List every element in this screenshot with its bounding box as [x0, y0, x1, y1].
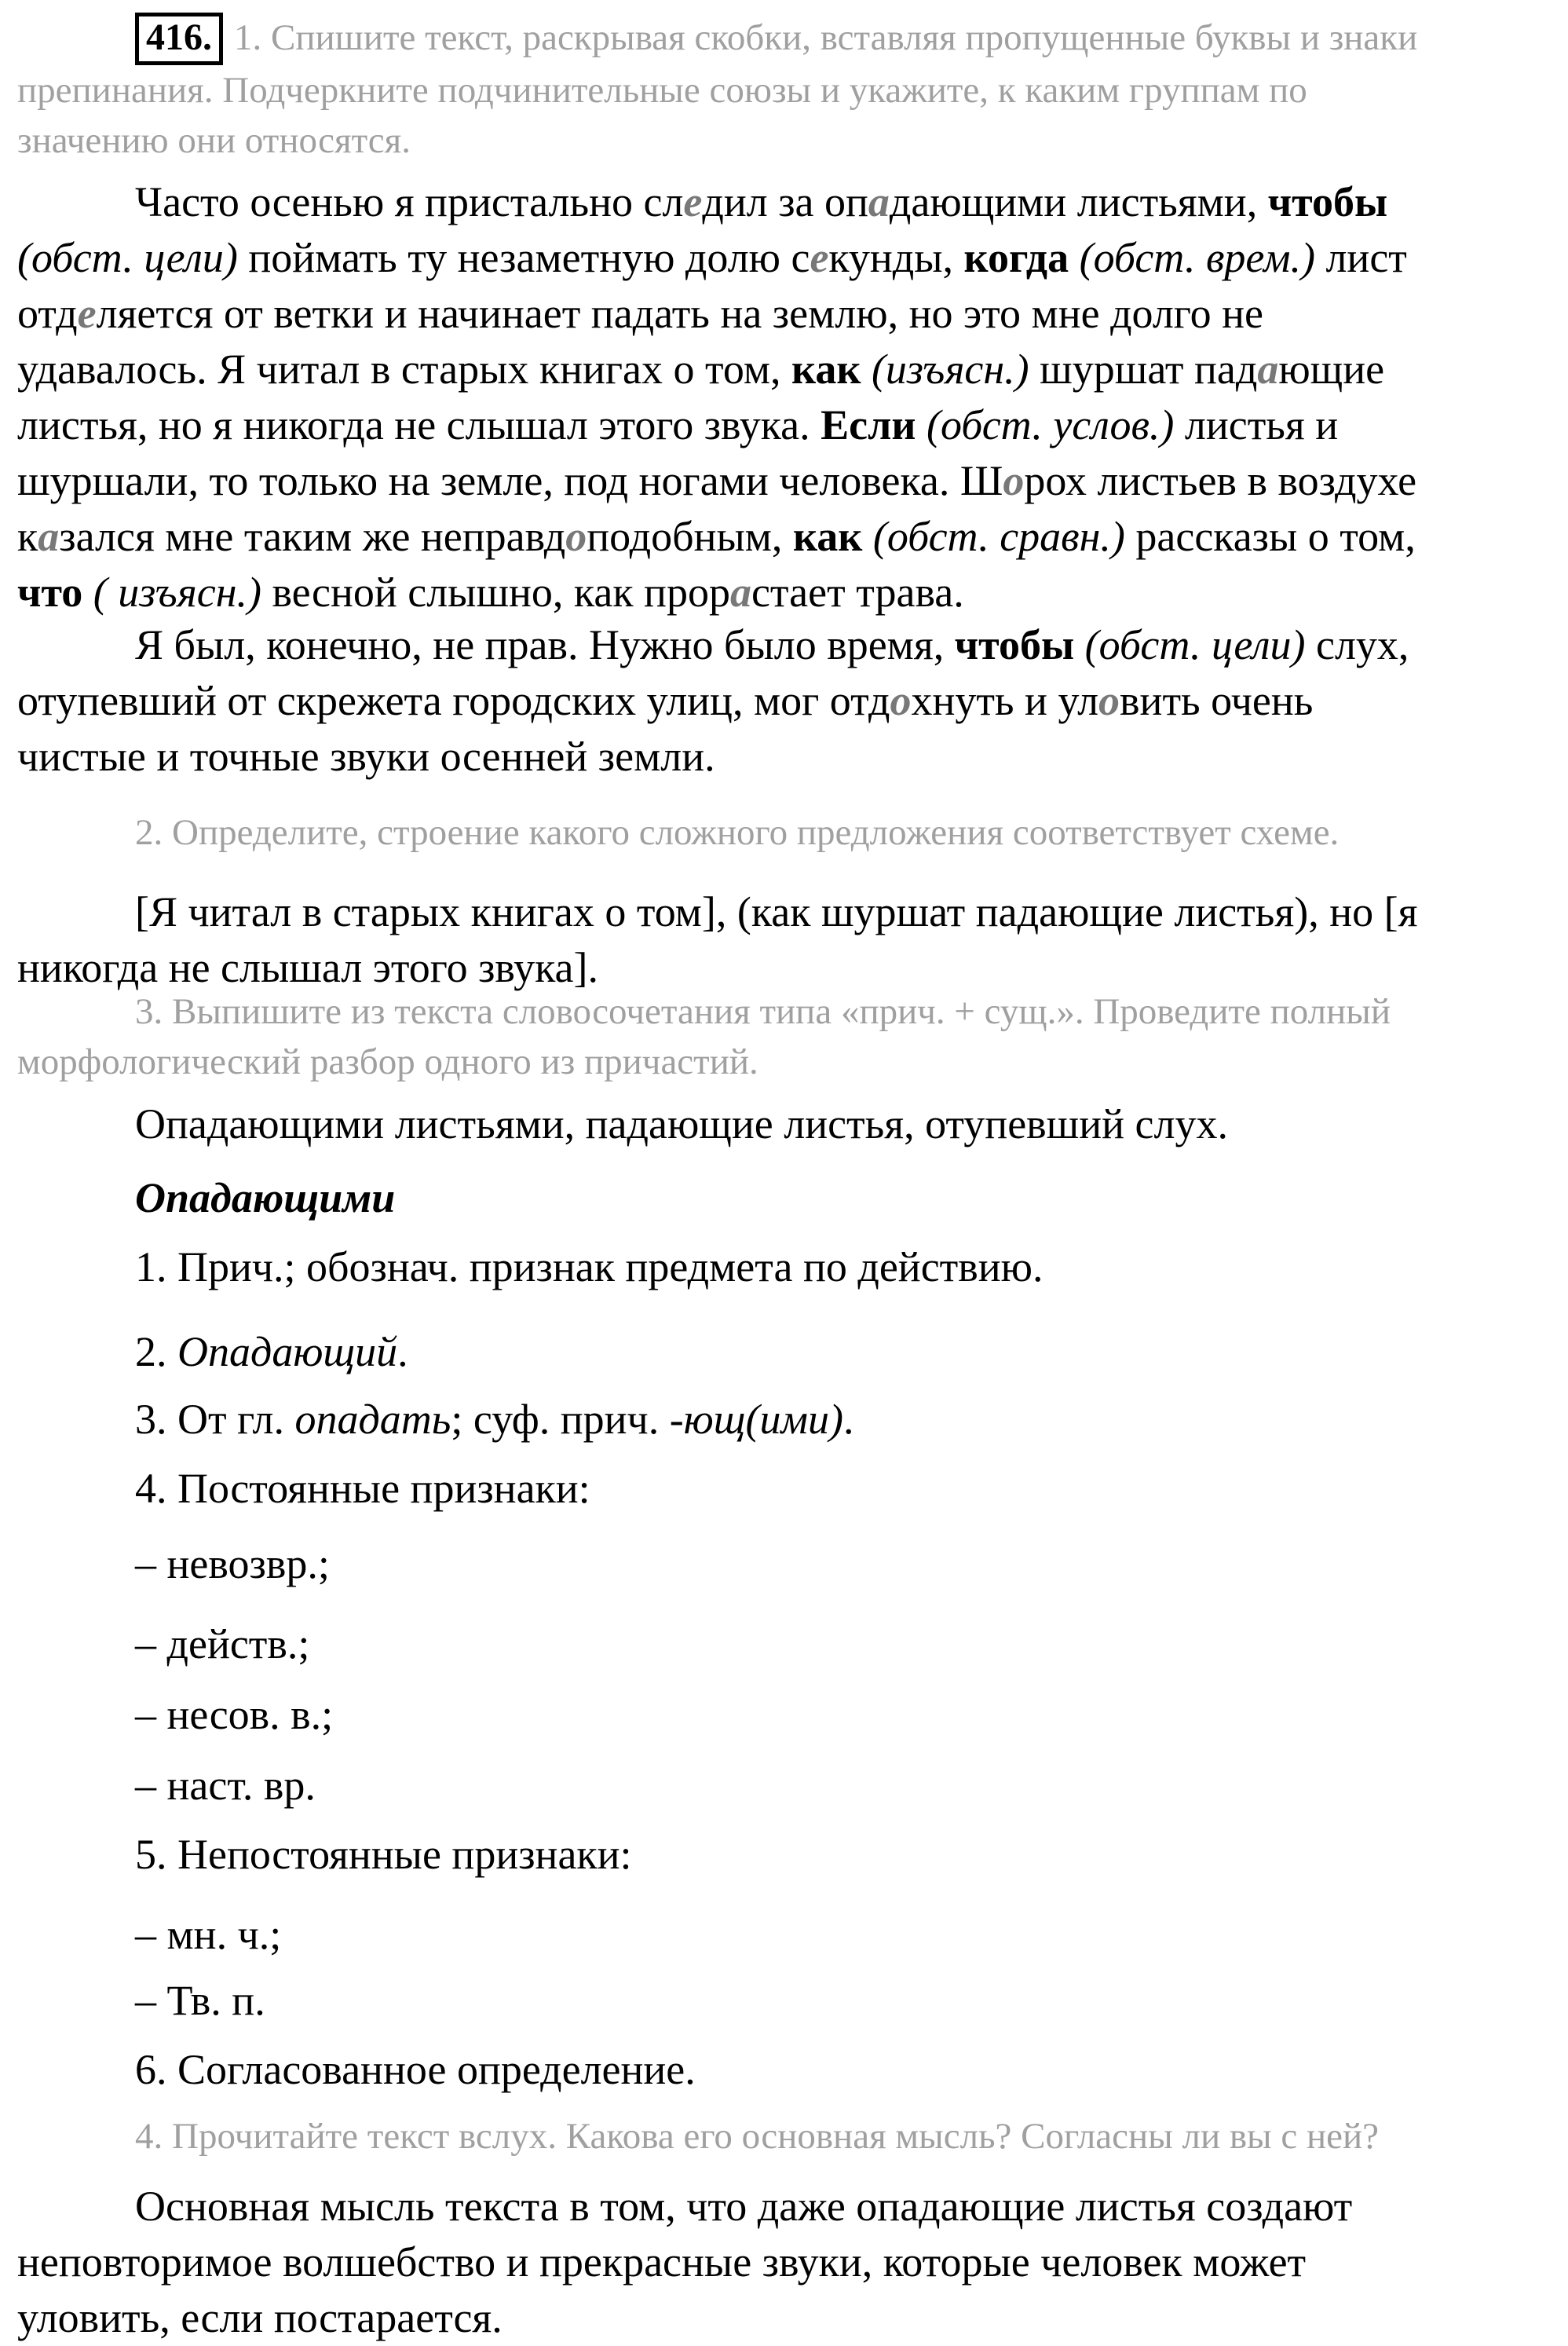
styled-text-segment: (обст. врем.)	[1079, 234, 1315, 281]
text-segment: Я был, конечно, не прав. Нужно было время,	[135, 621, 955, 668]
text-segment: Часто осенью я пристально сл	[135, 178, 684, 225]
morph-item-5-feature-1	[17, 1907, 1568, 1963]
text-segment: Основная мысль текста в том, что даже опадающие листья создают	[135, 2183, 1353, 2230]
text-segment: к	[17, 513, 38, 560]
morph-item-4-feature-4	[17, 1758, 1568, 1813]
text-segment: 6. Согласованное определение.	[135, 2046, 696, 2093]
text-segment: весной слышно, как прор	[261, 569, 730, 616]
text-line	[17, 807, 1568, 858]
morph-item-4-feature-3	[17, 1687, 1568, 1743]
morph-analysis-headword	[17, 1170, 1568, 1226]
text-line	[17, 2042, 1568, 2098]
text-segment: шуршали, то только на земле, под ногами человека. Ш	[17, 457, 1003, 504]
text-segment	[1074, 621, 1085, 668]
text-segment: поймать ту незаметную долю с	[237, 234, 810, 281]
text-segment	[916, 401, 927, 448]
text-segment: подобным,	[587, 513, 793, 560]
text-line	[17, 1037, 1568, 1087]
text-segment: 2. Определите, строение какого сложного предложения соответствует схеме.	[135, 812, 1340, 853]
text-line	[17, 1096, 1568, 1152]
main-idea-answer	[17, 2179, 1568, 2346]
text-segment	[861, 346, 872, 393]
text-line	[17, 884, 1568, 940]
text-segment: отупевший от скрежета городских улиц, мог отд	[17, 677, 890, 724]
text-segment: кунды,	[828, 234, 964, 281]
text-segment: препинания. Подчеркните подчинительные союзы и укажите, к каким группам по	[17, 70, 1307, 111]
inserted-letter: а	[868, 178, 890, 225]
text-line	[17, 2234, 1568, 2290]
styled-text-segment: (изъясн.)	[871, 346, 1029, 393]
morph-item-4-feature-2	[17, 1616, 1568, 1672]
styled-text-segment: Опадающими	[135, 1174, 396, 1221]
text-line	[17, 2290, 1568, 2346]
text-line	[17, 397, 1568, 453]
text-line	[17, 13, 1568, 65]
text-line	[17, 115, 1568, 166]
morph-item-1	[17, 1239, 1568, 1295]
text-line	[17, 1170, 1568, 1226]
text-line	[17, 1392, 1568, 1447]
text-line	[17, 1239, 1568, 1295]
styled-text-segment: (обст. услов.)	[926, 401, 1175, 448]
styled-text-segment: (обст. сравн.)	[872, 513, 1125, 560]
text-segment: 3. От гл.	[135, 1396, 295, 1443]
text-segment: значению они относятся.	[17, 120, 411, 161]
text-line	[17, 342, 1568, 397]
styled-text-segment: (обст. цели)	[17, 234, 238, 281]
text-segment: листья и	[1174, 401, 1339, 448]
text-line	[17, 2179, 1568, 2234]
styled-text-segment: Если	[821, 401, 916, 448]
text-line	[17, 65, 1568, 115]
text-segment: никогда не слышал этого звука].	[17, 944, 598, 991]
text-segment: дил за оп	[702, 178, 868, 225]
styled-text-segment: Опадающий	[177, 1328, 398, 1375]
text-segment: .	[397, 1328, 408, 1375]
styled-text-segment: чтобы	[954, 621, 1075, 668]
styled-text-segment: как	[792, 513, 863, 560]
inserted-letter: о	[1098, 677, 1120, 724]
text-segment: листья, но я никогда не слышал этого звука.	[17, 401, 821, 448]
text-segment: чистые и точные звуки осенней земли.	[17, 733, 715, 780]
text-segment: ; суф. прич.	[451, 1396, 670, 1443]
text-segment: ляется от ветки и начинает падать на землю, но это мне долго не	[96, 290, 1263, 337]
text-line	[17, 1907, 1568, 1963]
text-line	[17, 1758, 1568, 1813]
text-line	[17, 230, 1568, 286]
text-line	[17, 1536, 1568, 1592]
styled-text-segment: когда	[963, 234, 1069, 281]
text-segment: удавалось. Я читал в старых книгах о том,	[17, 346, 792, 393]
text-segment: – мн. ч.;	[135, 1911, 282, 1958]
text-line	[17, 453, 1568, 509]
text-segment: уловить, если постарается.	[17, 2294, 503, 2341]
text-line	[17, 729, 1568, 785]
task-2-instruction	[17, 807, 1568, 858]
morph-item-2	[17, 1324, 1568, 1380]
text-segment: Опадающими листьями, падающие листья, отупевший слух.	[135, 1100, 1228, 1147]
task-3-instruction	[17, 986, 1568, 1087]
text-segment: слух,	[1305, 621, 1409, 668]
styled-text-segment: как	[791, 346, 861, 393]
text-segment: – невозвр.;	[135, 1540, 330, 1587]
text-line	[17, 509, 1568, 565]
text-segment: рох листьев в воздухе	[1024, 457, 1417, 504]
styled-text-segment: чтобы	[1267, 178, 1388, 225]
styled-text-segment: опадать	[294, 1396, 451, 1443]
text-segment: вить очень	[1120, 677, 1314, 724]
inserted-letter: е	[683, 178, 703, 225]
text-line	[17, 1616, 1568, 1672]
morph-item-4-feature-1	[17, 1536, 1568, 1592]
inserted-letter: а	[38, 513, 60, 560]
morph-item-6	[17, 2042, 1568, 2098]
text-line	[17, 286, 1568, 342]
text-segment: дающими листьями,	[889, 178, 1268, 225]
text-line	[17, 2111, 1568, 2161]
styled-text-segment: что	[17, 569, 83, 616]
text-line	[17, 1461, 1568, 1517]
text-segment: морфологический разбор одного из причастий.	[17, 1041, 758, 1082]
text-line	[17, 174, 1568, 230]
text-segment: хнуть и ул	[911, 677, 1099, 724]
text-segment	[862, 513, 873, 560]
styled-text-segment: (обст. цели)	[1084, 621, 1306, 668]
text-segment: стает трава.	[751, 569, 964, 616]
text-line	[17, 617, 1568, 673]
text-segment: – действ.;	[135, 1620, 310, 1667]
text-segment	[82, 569, 93, 616]
text-segment: отд	[17, 290, 78, 337]
text-line	[17, 673, 1568, 729]
text-segment: лист	[1314, 234, 1407, 281]
text-segment: – Тв. п.	[135, 1977, 265, 2024]
morph-item-5	[17, 1827, 1568, 1883]
inserted-letter: е	[77, 290, 97, 337]
text-segment: шуршат пад	[1029, 346, 1258, 393]
participle-phrases-answer	[17, 1096, 1568, 1152]
text-segment: [Я читал в старых книгах о том], (как шуршат падающие листья), но [я	[135, 888, 1418, 935]
inserted-letter: е	[810, 234, 829, 281]
text-segment: зался мне таким же неправд	[59, 513, 566, 560]
text-segment: ющие	[1278, 346, 1385, 393]
styled-text-segment: ( изъясн.)	[93, 569, 261, 616]
morph-item-4	[17, 1461, 1568, 1517]
inserted-letter: о	[1003, 457, 1025, 504]
text-segment: – несов. в.;	[135, 1691, 334, 1738]
text-segment: неповторимое волшебство и прекрасные звуки, которые человек может	[17, 2238, 1307, 2286]
morph-item-3	[17, 1392, 1568, 1447]
exercise-header-instruction	[17, 13, 1568, 166]
exercise-text-paragraph-2	[17, 617, 1568, 785]
text-segment: .	[842, 1396, 854, 1443]
text-line	[17, 1324, 1568, 1380]
inserted-letter: а	[1257, 346, 1279, 393]
text-segment: 4. Постоянные признаки:	[135, 1465, 590, 1512]
text-segment: 3. Выпишите из текста словосочетания типа «прич. + сущ.». Проведите полный	[135, 991, 1391, 1032]
text-line	[17, 565, 1568, 620]
text-line	[17, 986, 1568, 1037]
text-segment: 2.	[135, 1328, 177, 1375]
text-line	[17, 1973, 1568, 2029]
inserted-letter: а	[729, 569, 751, 616]
text-segment: – наст. вр.	[135, 1762, 316, 1809]
text-segment: 1. Прич.; обознач. признак предмета по действию.	[135, 1243, 1044, 1290]
styled-text-segment: -ющ(ими)	[669, 1396, 843, 1443]
text-segment	[1069, 234, 1080, 281]
text-segment: 1. Спишите текст, раскрывая скобки, вставляя пропущенные буквы и знаки	[234, 17, 1418, 58]
text-segment: 4. Прочитайте текст вслух. Какова его основная мысль? Согласны ли вы с ней?	[135, 2116, 1380, 2157]
task-4-instruction	[17, 2111, 1568, 2161]
text-line	[17, 1827, 1568, 1883]
text-line	[17, 1687, 1568, 1743]
inserted-letter: о	[565, 513, 587, 560]
sentence-scheme-answer	[17, 884, 1568, 996]
exercise-number-box: 416.	[135, 13, 223, 65]
inserted-letter: о	[890, 677, 912, 724]
text-segment: рассказы о том,	[1124, 513, 1416, 560]
text-segment: 5. Непостоянные признаки:	[135, 1831, 632, 1878]
exercise-text-paragraph-1	[17, 174, 1568, 620]
morph-item-5-feature-2	[17, 1973, 1568, 2029]
